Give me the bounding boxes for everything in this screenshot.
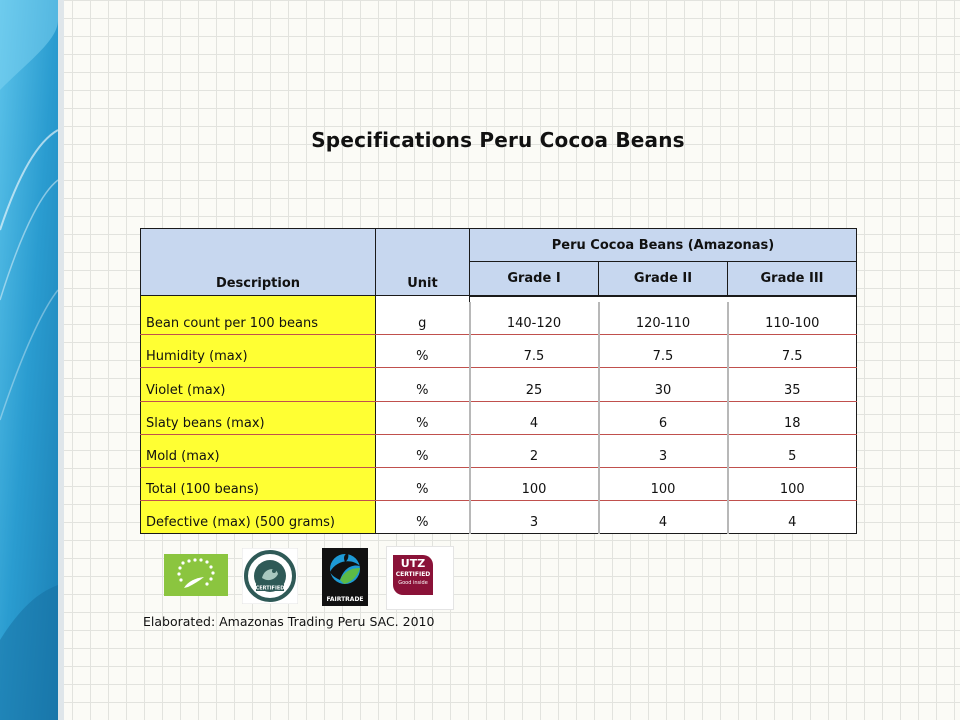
column-header-unit: Unit [376, 229, 470, 296]
rainforest-alliance-frog-icon [242, 548, 298, 604]
table-row [141, 302, 857, 335]
row-unit: % [376, 467, 470, 500]
utz-certified-logo [386, 546, 454, 610]
row-value-grade-3: 4 [728, 500, 857, 533]
row-value-grade-1: 3 [470, 500, 599, 533]
utz-tagline: Good inside [398, 580, 428, 586]
table-row [141, 401, 857, 434]
row-description: Defective (max) (500 grams) [141, 500, 376, 533]
column-group-header: Peru Cocoa Beans (Amazonas) [470, 229, 857, 262]
fairtrade-mark-icon [322, 548, 368, 594]
utz-label: UTZ [400, 557, 426, 570]
row-description: Bean count per 100 beans [141, 302, 376, 335]
row-value-grade-3: 5 [728, 434, 857, 467]
row-unit: % [376, 335, 470, 368]
row-description: Slaty beans (max) [141, 401, 376, 434]
row-description: Violet (max) [141, 368, 376, 401]
row-value-grade-2: 100 [599, 467, 728, 500]
row-value-grade-2: 7.5 [599, 335, 728, 368]
row-value-grade-3: 7.5 [728, 335, 857, 368]
row-unit: % [376, 500, 470, 533]
eu-organic-leaf-icon [164, 554, 228, 596]
column-header-grade-3: Grade III [728, 262, 857, 296]
row-value-grade-3: 100 [728, 467, 857, 500]
page-title: Specifications Peru Cocoa Beans [311, 128, 685, 152]
row-value-grade-3: 18 [728, 401, 857, 434]
table-row [141, 467, 857, 500]
row-value-grade-1: 4 [470, 401, 599, 434]
column-header-grade-1: Grade I [470, 262, 599, 296]
row-description: Humidity (max) [141, 335, 376, 368]
row-unit: % [376, 401, 470, 434]
column-header-grade-2: Grade II [599, 262, 728, 296]
column-header-description: Description [141, 229, 376, 296]
table-row [141, 434, 857, 467]
row-value-grade-2: 120-110 [599, 302, 728, 335]
row-value-grade-1: 2 [470, 434, 599, 467]
row-unit: g [376, 302, 470, 335]
utz-certified-label: CERTIFIED [395, 571, 431, 578]
row-value-grade-2: 30 [599, 368, 728, 401]
table-row [141, 335, 857, 368]
row-description: Total (100 beans) [141, 467, 376, 500]
source-credit: Elaborated: Amazonas Trading Peru SAC. 2010 [143, 614, 435, 629]
row-value-grade-1: 100 [470, 467, 599, 500]
row-value-grade-1: 25 [470, 368, 599, 401]
row-value-grade-3: 35 [728, 368, 857, 401]
fairtrade-label: FAIRTRADE [326, 596, 364, 603]
row-unit: % [376, 434, 470, 467]
svg-text:CERTIFIED: CERTIFIED [255, 585, 285, 592]
specifications-table [140, 228, 857, 534]
row-unit: % [376, 368, 470, 401]
row-value-grade-2: 4 [599, 500, 728, 533]
row-value-grade-1: 140-120 [470, 302, 599, 335]
row-description: Mold (max) [141, 434, 376, 467]
row-value-grade-3: 110-100 [728, 302, 857, 335]
table-row [141, 368, 857, 401]
table-row [141, 500, 857, 533]
row-value-grade-2: 3 [599, 434, 728, 467]
fairtrade-logo [322, 548, 368, 606]
row-value-grade-2: 6 [599, 401, 728, 434]
row-value-grade-1: 7.5 [470, 335, 599, 368]
left-decorative-band [0, 0, 64, 720]
